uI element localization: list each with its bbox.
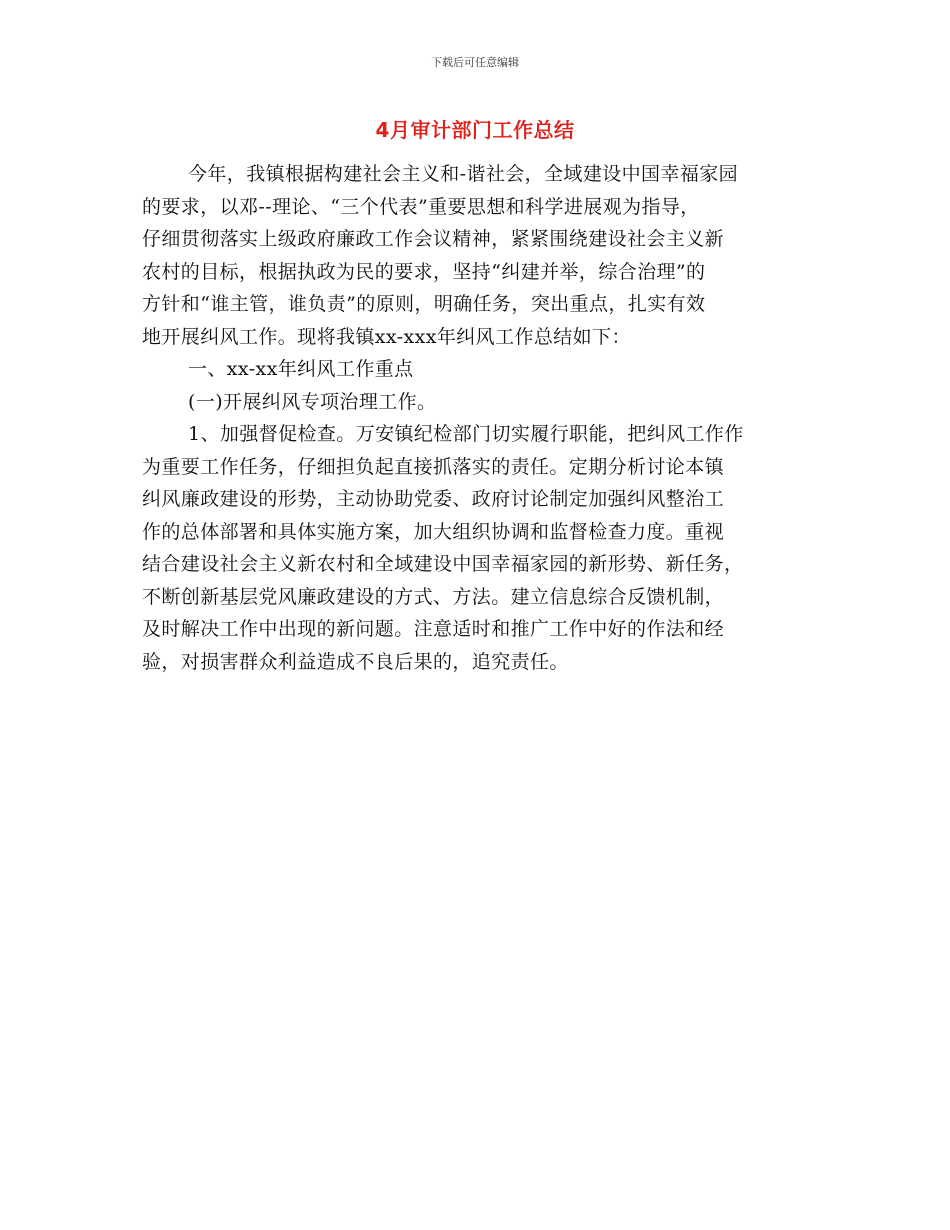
body-line: 地开展纠风工作。现将我镇xx-xxx年纠风工作总结如下： xyxy=(142,325,631,348)
subsection-heading: (一)开展纠风专项治理工作。 xyxy=(188,390,437,413)
header-note: 下载后可任意编辑 xyxy=(431,56,519,69)
body-line: 验，对损害群众利益造成不良后果的，追究责任。 xyxy=(142,650,569,673)
body-line: 方针和“谁主管，谁负责”的原则，明确任务，突出重点，扎实有效 xyxy=(142,293,706,315)
body-line: 1、加强督促检查。万安镇纪检部门切实履行职能，把纠风工作作 xyxy=(188,423,744,445)
document-title: 4月审计部门工作总结 xyxy=(375,118,575,142)
body-line: 今年，我镇根据构建社会主义和-谐社会，全域建设中国幸福家园 xyxy=(188,163,739,185)
body-line: 农村的目标，根据执政为民的要求，坚持“纠建并举，综合治理”的 xyxy=(142,260,706,283)
body-line: 的要求，以邓--理论、“三个代表”重要思想和科学进展观为指导， xyxy=(142,195,700,218)
body-line: 纠风廉政建设的形势，主动协助党委、政府讨论制定加强纠风整治工 xyxy=(142,488,725,510)
body-line: 结合建设社会主义新农村和全域建设中国幸福家园的新形势、新任务， xyxy=(142,553,744,575)
section-heading: 一、xx-xx年纠风工作重点 xyxy=(188,358,414,380)
body-line: 仔细贯彻落实上级政府廉政工作会议精神，紧紧围绕建设社会主义新 xyxy=(142,228,725,250)
body-line: 及时解决工作中出现的新问题。注意适时和推广工作中好的作法和经 xyxy=(142,618,725,640)
body-line: 作的总体部署和具体实施方案，加大组织协调和监督检查力度。重视 xyxy=(142,520,725,543)
document-body xyxy=(142,158,810,678)
body-line: 为重要工作任务，仔细担负起直接抓落实的责任。定期分析讨论本镇 xyxy=(142,455,725,478)
body-line: 不断创新基层党风廉政建设的方式、方法。建立信息综合反馈机制， xyxy=(142,585,725,608)
